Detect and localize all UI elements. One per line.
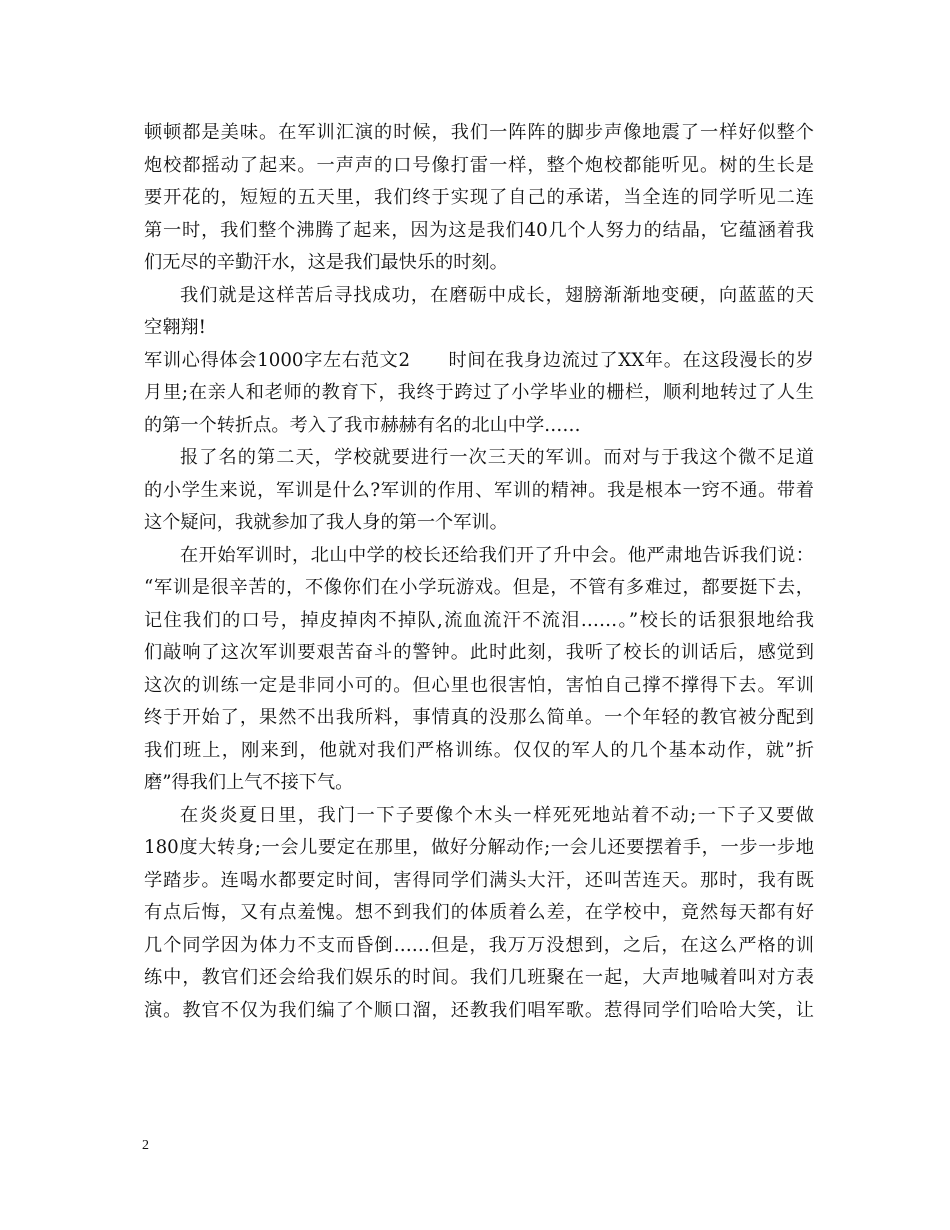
text-line: “军训是很辛苦的，不像你们在小学玩游戏。但是，不管有多难过，都要挺下去，: [144, 577, 814, 598]
text-line: 的第一个转折点。考入了我市赫赫有名的北山中学……: [144, 414, 581, 436]
text-line: 们敲响了这次军训要艰苦奋斗的警钟。此时此刻，我听了校长的训话后，感觉到: [144, 642, 814, 663]
text-line: 的小学生来说，军训是什么?军训的作用、军训的精神。我是根本一窍不通。带着: [144, 479, 814, 501]
text-line: 学踏步。连喝水都要定时间，害得同学们满头大汗，还叫苦连天。那时，我有既: [144, 869, 814, 891]
body-text: [144, 117, 814, 1027]
text-line: 顿顿都是美味。在军训汇演的时候，我们一阵阵的脚步声像地震了一样好似整个: [144, 122, 814, 143]
text-line: 空翱翔!: [144, 317, 206, 338]
text-line: 有点后悔，又有点羞愧。想不到我们的体质着么差，在学校中，竟然每天都有好: [144, 902, 814, 923]
text-line: 我们班上，刚来到，他就对我们严格训练。仅仅的军人的几个基本动作，就”折: [144, 739, 814, 761]
text-line: 这次的训练一定是非同小可的。但心里也很害怕，害怕自己撑不撑得下去。军训: [144, 674, 814, 696]
text-line: 180度大转身;一会儿要定在那里，做好分解动作;一会儿还要摆着手，一步一步地: [144, 837, 814, 858]
text-line: 练中，教官们还会给我们娱乐的时间。我们几班聚在一起，大声地喊着叫对方表: [144, 967, 814, 988]
text-line: 们无尽的辛勤汗水，这是我们最快乐的时刻。: [144, 252, 508, 273]
text-line: 在开始军训时，北山中学的校长还给我们开了升中会。他严肃地告诉我们说：: [180, 544, 814, 566]
text-line: 在炎炎夏日里，我门一下子要像个木头一样死死地站着不动;一下子又要做: [180, 804, 814, 826]
text-line: 要开花的，短短的五天里，我们终于实现了自己的承诺，当全连的同学听见二连: [144, 187, 814, 208]
text-line: 炮校都摇动了起来。一声声的口号像打雷一样，整个炮校都能听见。树的生长是: [144, 154, 814, 176]
text-line: 磨”得我们上气不接下气。: [144, 772, 354, 793]
text-line: 报了名的第二天，学校就要进行一次三天的军训。而对与于我这个微不足道: [180, 447, 814, 468]
text-line: 几个同学因为体力不支而昏倒……但是，我万万没想到，之后，在这么严格的训: [144, 934, 814, 956]
text-line: 终于开始了，果然不出我所料，事情真的没那么简单。一个年轻的教官被分配到: [144, 707, 814, 728]
text-line: 第一时，我们整个沸腾了起来，因为这是我们40几个人努力的结晶，它蕴涵着我: [144, 219, 814, 241]
text-line: 军训心得体会1000字左右范文2 时间在我身边流过了XX年。在这段漫长的岁: [144, 349, 814, 371]
text-line: 月里;在亲人和老师的教育下，我终于跨过了小学毕业的栅栏，顺利地转过了人生: [144, 382, 814, 403]
text-line: 演。教官不仅为我们编了个顺口溜，还教我们唱军歌。惹得同学们哈哈大笑，让: [144, 999, 814, 1021]
text-line: 我们就是这样苦后寻找成功，在磨砺中成长，翅膀渐渐地变硬，向蓝蓝的天: [180, 284, 814, 306]
page-number: 2: [142, 1138, 149, 1153]
text-line: 这个疑问，我就参加了我人身的第一个军训。: [144, 512, 508, 533]
text-line: 记住我们的口号，掉皮掉肉不掉队,流血流汗不流泪……。”校长的话狠狠地给我: [144, 609, 814, 631]
